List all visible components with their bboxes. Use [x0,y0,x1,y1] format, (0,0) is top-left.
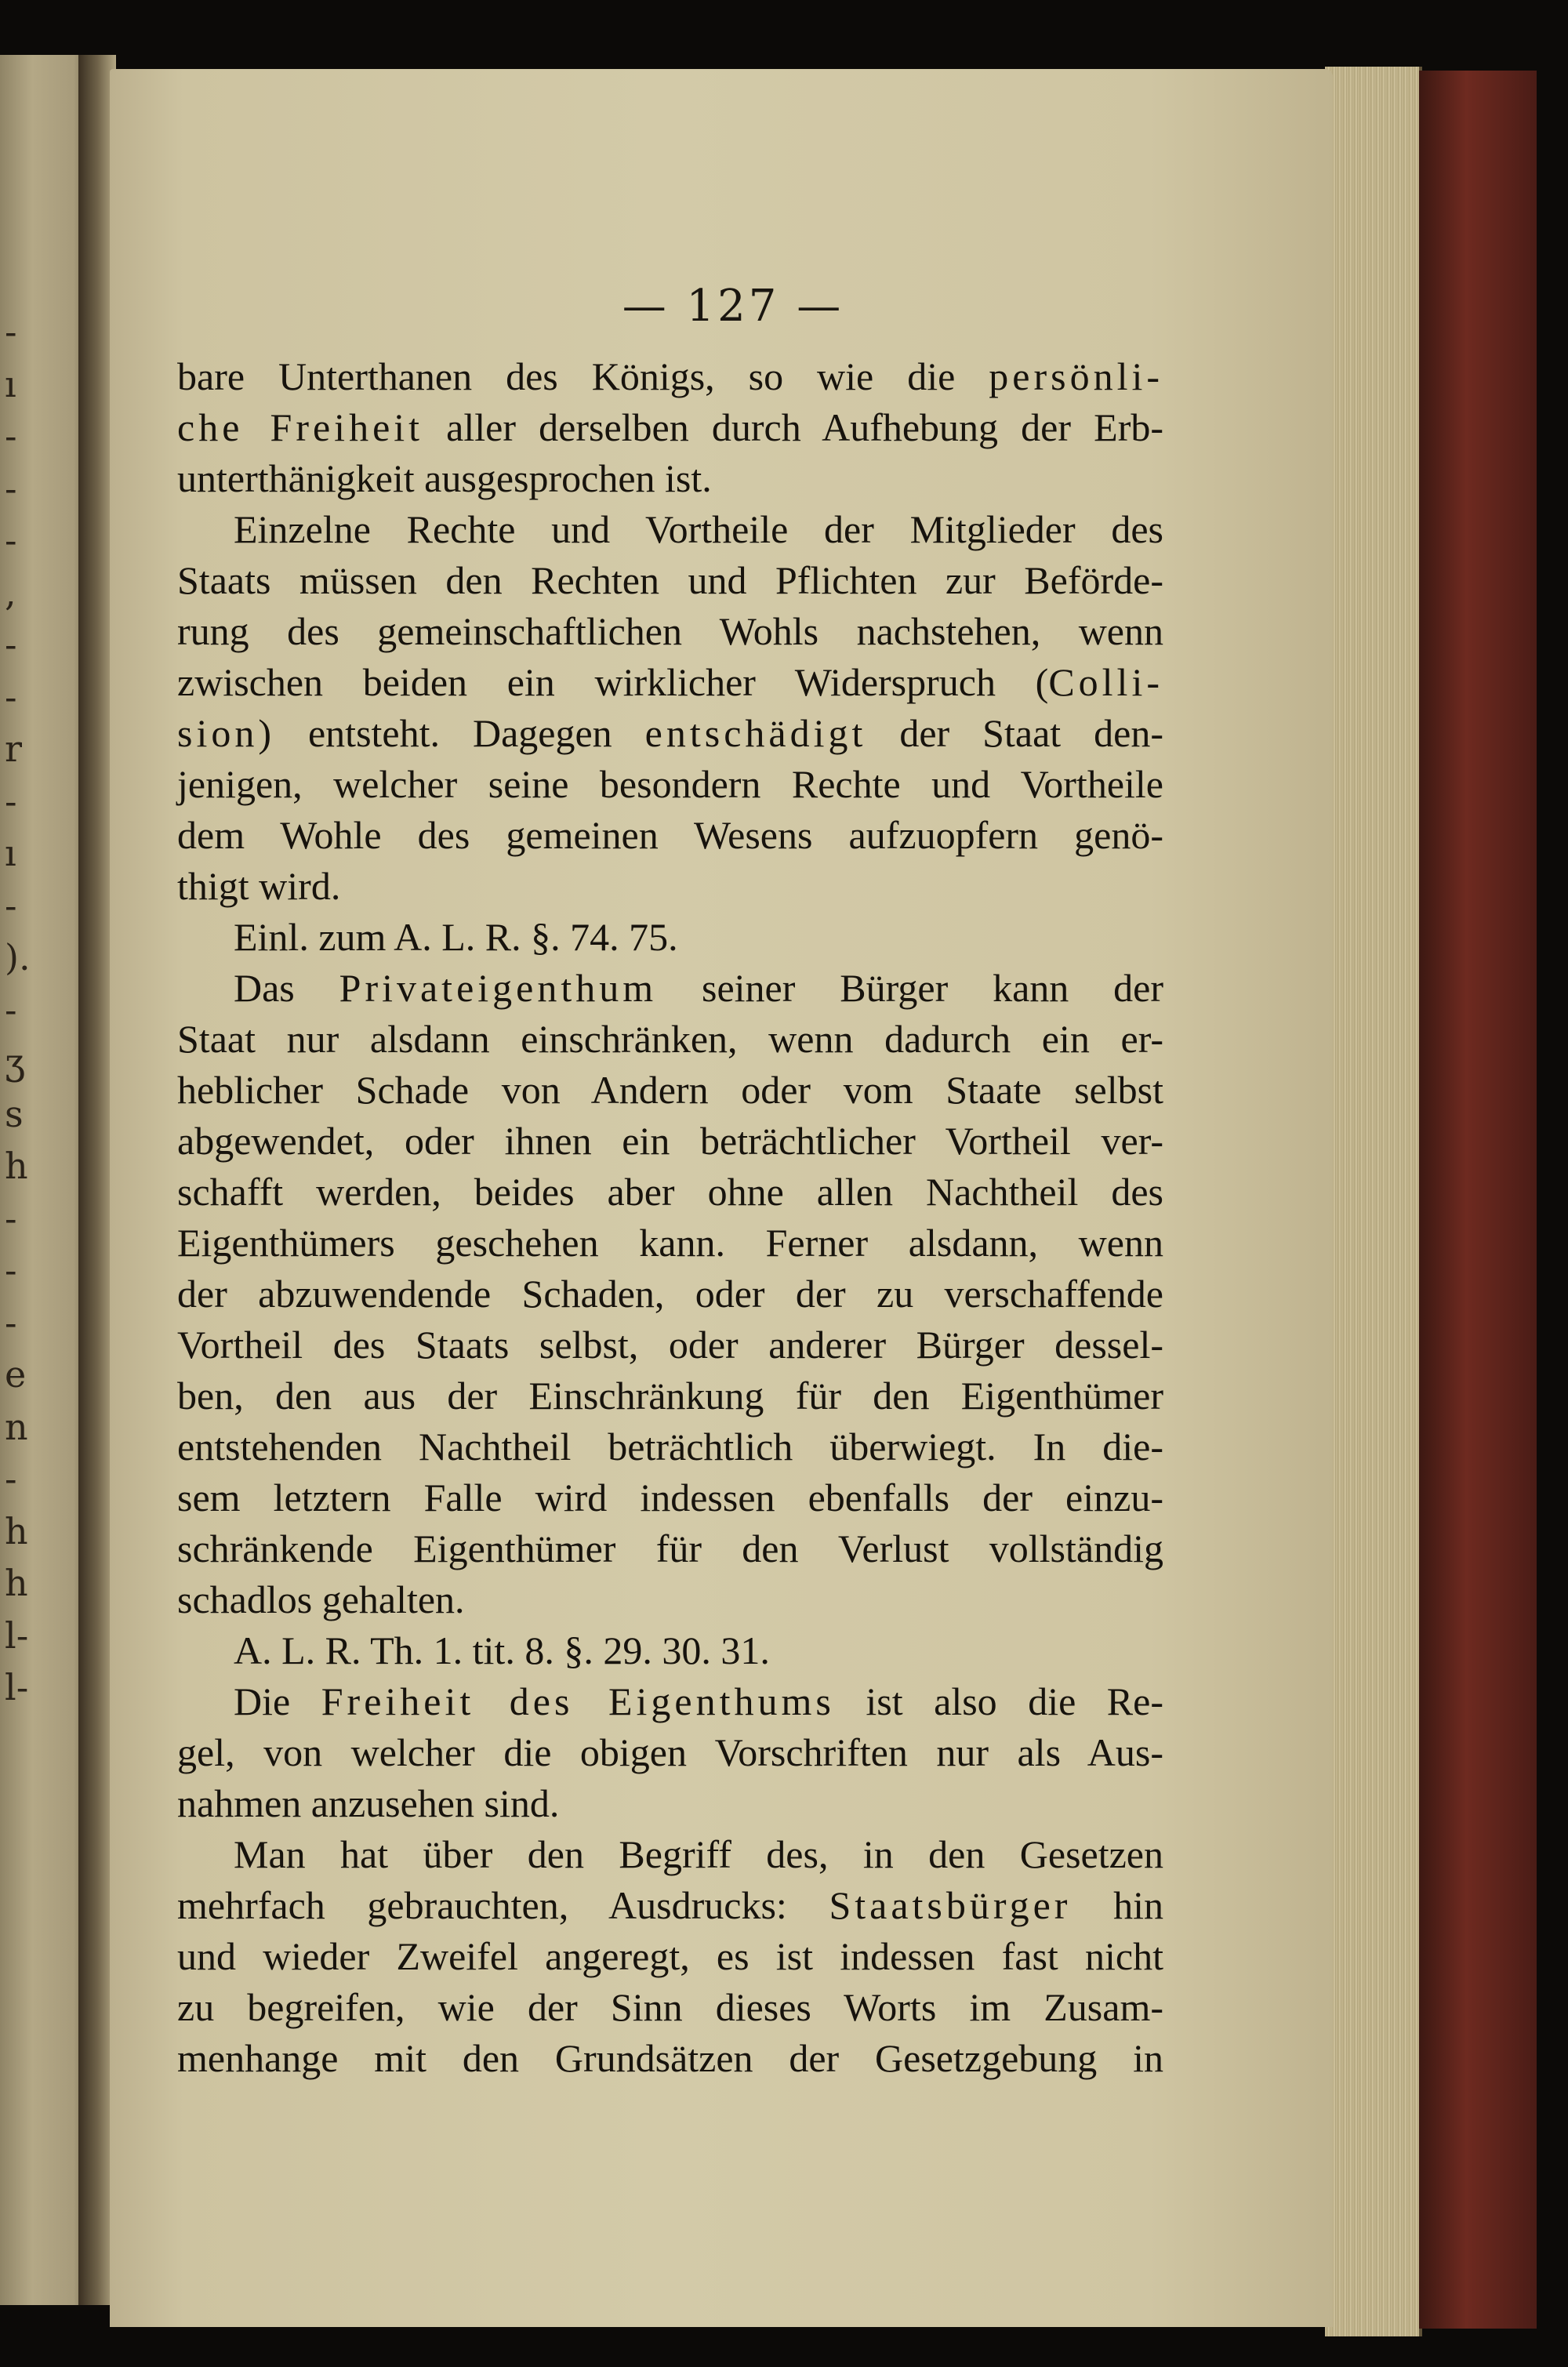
prev-page-fragment: ʒ [5,1040,25,1083]
prev-page-fragment: h [5,1509,28,1552]
page-body [177,351,1163,2084]
prev-page-fragment: l- [5,1614,29,1657]
text-line: dem Wohle des gemeinen Wesens aufzuopfern genö- [177,813,1163,857]
prev-page-fragment: ı [5,362,16,405]
page-number: — 127 — [622,281,844,332]
legal-citation: A. L. R. Th. 1. tit. 8. §. 29. 30. 31. [234,1628,770,1672]
prev-page-fragment: ı [5,832,16,874]
prev-page-fragment: - [5,779,17,822]
text-line: sem letztern Falle wird indessen ebenfalls der einzu- [177,1476,1163,1519]
text-line: schadlos gehalten. [177,1577,465,1621]
prev-page-fragment: - [5,884,17,927]
text-line: gel, von welcher die obigen Vorschriften nur als Aus- [177,1730,1163,1774]
prev-page-fragment: l- [5,1666,29,1708]
paragraph-start: Das Privateigenthum seiner Bürger kann der [234,966,1163,1010]
text-line: schafft werden, beides aber ohne allen Nachtheil des [177,1170,1163,1214]
prev-page-fragment: - [5,519,17,561]
spaced-emphasis: entschädigt [644,711,867,755]
prev-page-fragment: - [5,415,17,457]
prev-page-fragment: - [5,310,17,353]
page [110,69,1333,2327]
text-line: Vortheil des Staats selbst, oder anderer Bürger dessel- [177,1323,1163,1367]
prev-page-fragment: - [5,1458,17,1500]
text-line: bare Unterthanen des Königs, so wie die persönli- [177,354,1163,398]
spaced-emphasis: Freiheit des Eigenthums [321,1679,835,1723]
book-cover-edge [1419,71,1537,2329]
spaced-emphasis: che Freiheit [177,405,424,449]
text-line: Staats müssen den Rechten und Pflichten zur Beförde- [177,558,1163,602]
paragraph-start: Die Freiheit des Eigenthums ist also die Re- [234,1679,1163,1723]
spaced-emphasis: Privateigenthum [339,966,658,1010]
prev-page-fragment: - [5,1196,17,1240]
text-line: zwischen beiden ein wirklicher Widerspruch (Colli- [177,660,1163,704]
text-line: abgewendet, oder ihnen ein beträchtlicher Vortheil ver- [177,1119,1163,1163]
text-line: nahmen anzusehen sind. [177,1781,560,1825]
text-line: entstehenden Nachtheil beträchtlich überwiegt. In die- [177,1425,1163,1468]
prev-page-fragment: - [5,467,17,510]
spaced-emphasis: Staatsbürger [829,1883,1072,1927]
prev-page-fragment: h [5,1562,28,1604]
prev-page-fragment: e [5,1353,27,1396]
text-line: mehrfach gebrauchten, Ausdrucks: Staatsbürger hin [177,1883,1163,1927]
text-line: rung des gemeinschaftlichen Wohls nachstehen, wenn [177,609,1163,653]
paragraph-start: Man hat über den Begriff des, in den Gesetzen [234,1832,1163,1876]
text-line: heblicher Schade von Andern oder vom Staate selbst [177,1068,1163,1112]
spaced-emphasis: persönli- [989,354,1163,398]
text-line: schränkende Eigenthümer für den Verlust vollständig [177,1527,1163,1570]
prev-page-fragment: n [5,1405,28,1448]
prev-page-fragment: - [5,1301,17,1344]
prev-page-fragment: - [5,1249,17,1291]
prev-page-fragment: s [5,1092,24,1135]
text-line: der abzuwendende Schaden, oder der zu verschaffende [177,1272,1163,1316]
prev-page-fragment: r [5,728,22,770]
text-line: jenigen, welcher seine besondern Rechte und Vortheile [177,762,1163,806]
spaced-emphasis: Colli- [1048,660,1163,704]
prev-page-fragment: - [5,675,17,718]
prev-page-fragment: - [5,623,17,666]
page-block-edges [1325,67,1422,2336]
text-line: zu begreifen, wie der Sinn dieses Worts im Zusam- [177,1985,1163,2029]
text-line: Staat nur alsdann einschränken, wenn dadurch ein er- [177,1017,1163,1061]
prev-page-fragment: - [5,988,17,1031]
prev-page-fragment: ). [5,936,31,978]
text-line: Eigenthümers geschehen kann. Ferner alsdann, wenn [177,1221,1163,1265]
text-line: menhange mit den Grundsätzen der Gesetzgebung in [177,2036,1163,2080]
prev-page-fragment: , [5,571,16,614]
text-line: unterthänigkeit ausgesprochen ist. [177,456,712,500]
legal-citation: Einl. zum A. L. R. §. 74. 75. [234,915,678,959]
text-line: thigt wird. [177,864,341,908]
spaced-emphasis: sion) [177,711,275,755]
text-line: und wieder Zweifel angeregt, es ist indessen fast nicht [177,1934,1163,1978]
prev-page-fragment: h [5,1145,28,1187]
text-line: che Freiheit aller derselben durch Aufhebung der Erb- [177,405,1163,449]
paragraph-start: Einzelne Rechte und Vortheile der Mitglieder des [234,507,1163,551]
text-line: sion) entsteht. Dagegen entschädigt der Staat den- [177,711,1163,755]
text-line: ben, den aus der Einschränkung für den Eigenthümer [177,1374,1163,1418]
